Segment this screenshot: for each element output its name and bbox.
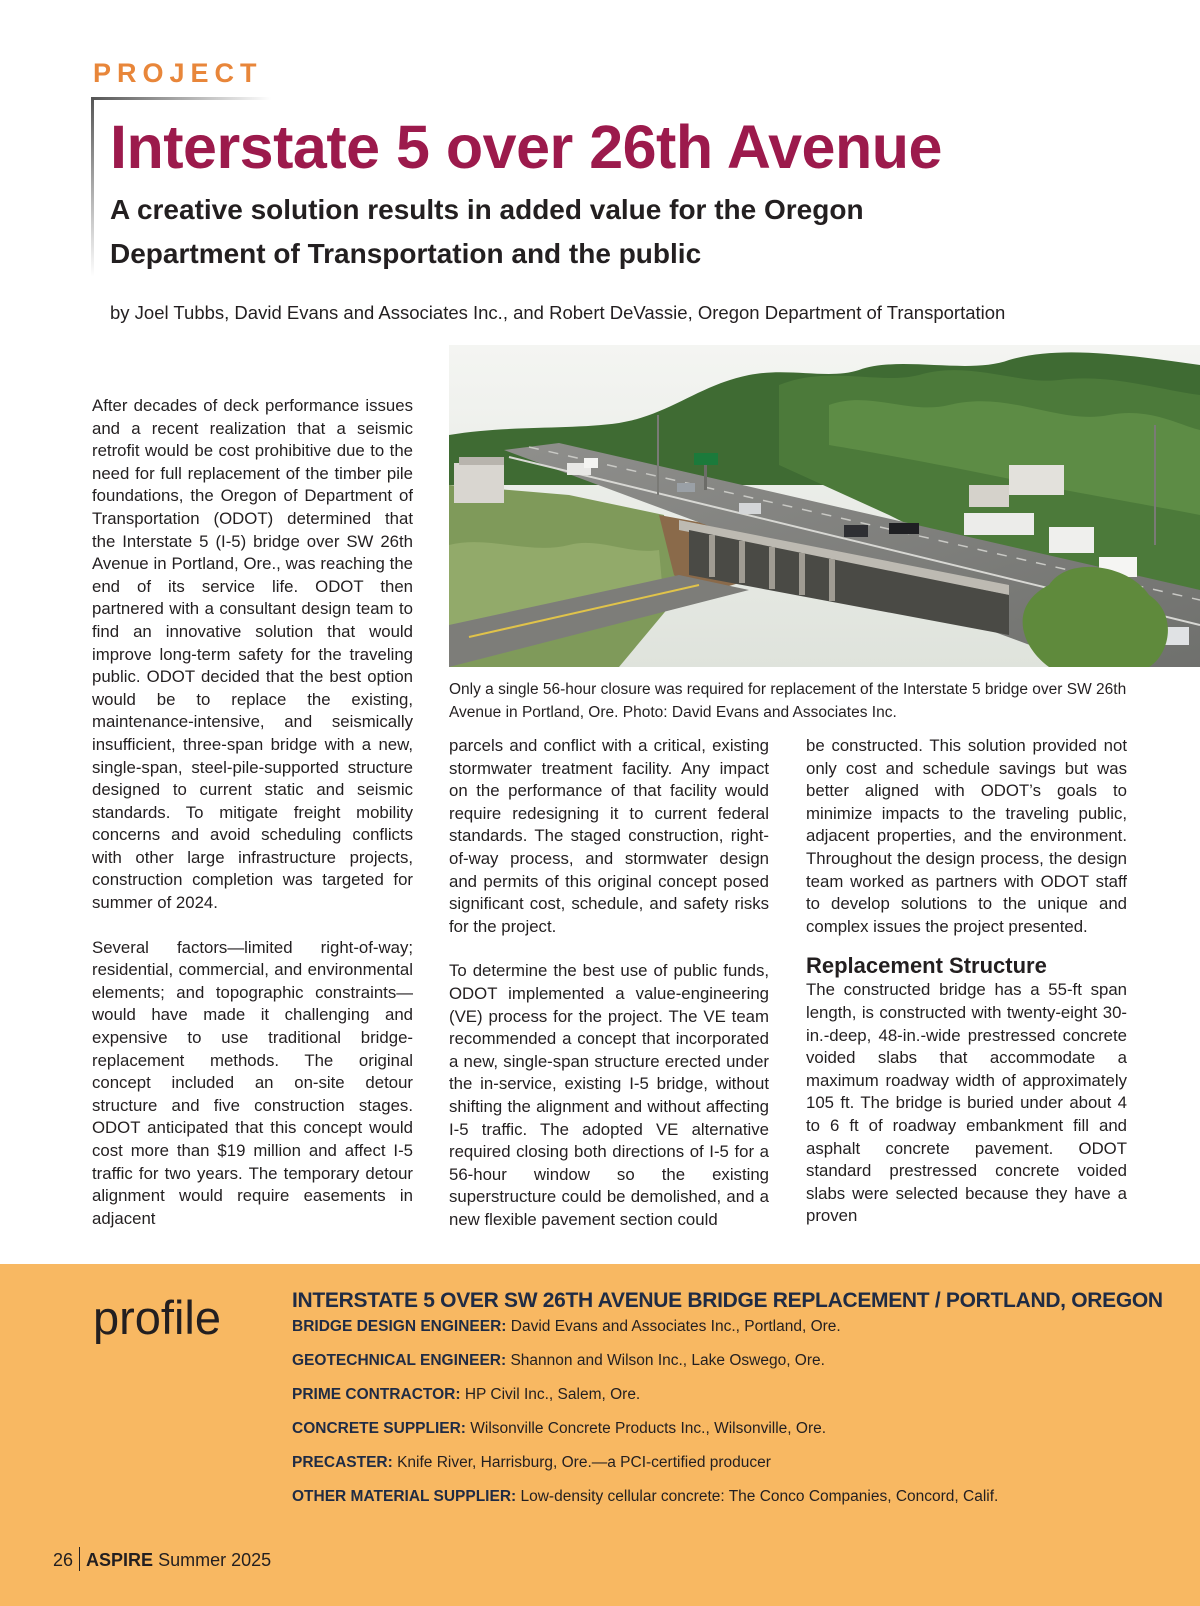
profile-row-label: PRECASTER:	[292, 1454, 393, 1471]
profile-row-value: HP Civil Inc., Salem, Ore.	[464, 1386, 641, 1403]
section-label: PROJECT	[93, 58, 263, 88]
article-column-2	[449, 735, 769, 1252]
profile-heading: INTERSTATE 5 OVER SW 26TH AVENUE BRIDGE REPLACEMENT / PORTLAND, OREGON	[292, 1289, 1163, 1312]
profile-row	[292, 1386, 1152, 1420]
footer-divider	[79, 1547, 80, 1571]
article-column-3	[806, 735, 1127, 1252]
profile-row	[292, 1454, 1152, 1488]
section-heading: Replacement Structure	[806, 953, 1047, 979]
bridge-photo	[449, 345, 1200, 667]
profile-row-value: Low-density cellular concrete: The Conco Companies, Concord, Calif.	[520, 1488, 999, 1505]
title-rule-vertical	[91, 97, 94, 277]
profile-row-label: OTHER MATERIAL SUPPLIER:	[292, 1488, 517, 1505]
profile-row-label: PRIME CONTRACTOR:	[292, 1386, 461, 1403]
profile-row	[292, 1420, 1152, 1454]
paragraph: Several factors—limited right-of-way; residential, commercial, and environmental elements; and topographic constraints—would have made it challenging and expensive to use traditional bridge-replacement methods. The original concept included an on-site detour structure and five construction stages. ODOT anticipated that this concept would cost more than $19 million and affect I-5 traffic for two years. The temporary detour alignment would require easements in adjacent	[92, 937, 413, 1228]
profile-row-value: Knife River, Harrisburg, Ore.—a PCI-certified producer	[397, 1454, 771, 1471]
photo-caption: Only a single 56-hour closure was required for replacement of the Interstate 5 bridge over SW 26th Avenue in Portland, Ore. Photo: David Evans and Associates Inc.	[449, 681, 1127, 721]
profile-row-value: Wilsonville Concrete Products Inc., Wilsonville, Ore.	[470, 1420, 827, 1437]
profile-row-label: GEOTECHNICAL ENGINEER:	[292, 1352, 507, 1369]
profile-row-value: Shannon and Wilson Inc., Lake Oswego, Ore.	[510, 1352, 825, 1369]
profile-label: profile	[93, 1291, 222, 1344]
paragraph: parcels and conflict with a critical, existing stormwater treatment facility. Any impact on the performance of that facility would require redesigning it to current federal standards. The staged construction, right-of-way process, and stormwater design and permits of this original concept posed significant cost, schedule, and safety risks for the project.	[449, 736, 769, 936]
article-subtitle: A creative solution results in added value for the Oregon Department of Transportation and the public	[110, 194, 864, 269]
page-number: 26	[53, 1550, 74, 1570]
paragraph: To determine the best use of public funds, ODOT implemented a value-engineering (VE) process for the project. The VE team recommended a concept that incorporated a new, single-span structure erected under the in-service, existing I-5 bridge, without shifting the alignment and without affecting I-5 traffic. The adopted VE alternative required closing both directions of I-5 for a 56-hour window so the existing superstructure could be demolished, and a new flexible pavement section could	[449, 961, 769, 1229]
paragraph: be constructed. This solution provided not only cost and schedule savings but was better aligned with ODOT’s goals to minimize impacts to the traveling public, adjacent properties, and the environment. Throughout the design process, the design team worked as partners with ODOT staff to develop solutions to the unique and complex issues the project presented.	[806, 736, 1127, 936]
paragraph: After decades of deck performance issues and a recent realization that a seismic retrofit would be cost prohibitive due to the need for full replacement of the timber pile foundations, the Oregon of Department of Transportation (ODOT) determined that the Interstate 5 (I-5) bridge over SW 26th Avenue in Portland, Ore., was reaching the end of its service life. ODOT then partnered with a consultant design team to find an innovative solution that would improve long-term safety for the traveling public. ODOT decided that the best option would be to replace the existing, maintenance-intensive, and seismically insufficient, three-span bridge with a new, single-span, steel-pile-supported structure designed to current static and seismic standards. To mitigate freight mobility concerns and avoid scheduling conflicts with other large infrastructure projects, construction completion was targeted for summer of 2024.	[92, 396, 413, 913]
profile-row	[292, 1488, 1152, 1522]
profile-row-label: BRIDGE DESIGN ENGINEER:	[292, 1318, 507, 1335]
profile-row-value: David Evans and Associates Inc., Portland, Ore.	[510, 1318, 841, 1335]
issue-label: Summer 2025	[158, 1550, 272, 1570]
byline: by Joel Tubbs, David Evans and Associates Inc., and Robert DeVassie, Oregon Department of Transportation	[110, 302, 1006, 323]
title-rule-horizontal	[91, 97, 271, 100]
profile-row	[292, 1352, 1152, 1386]
page-footer	[53, 1547, 271, 1571]
magazine-name: ASPIRE	[86, 1550, 154, 1570]
paragraph: The constructed bridge has a 55-ft span length, is constructed with twenty-eight 30-in.-deep, 48-in.-wide prestressed concrete voided slabs that accommodate a maximum roadway width of approximately 105 ft. The bridge is buried under about 4 to 6 ft of roadway embankment fill and asphalt concrete pavement. ODOT standard prestressed concrete voided slabs were selected because they have a proven	[806, 980, 1127, 1226]
profile-list	[292, 1318, 1152, 1522]
profile-row-label: CONCRETE SUPPLIER:	[292, 1420, 466, 1437]
article-title: Interstate 5 over 26th Avenue	[110, 113, 942, 181]
article-column-1	[92, 395, 413, 1252]
profile-row	[292, 1318, 1152, 1352]
